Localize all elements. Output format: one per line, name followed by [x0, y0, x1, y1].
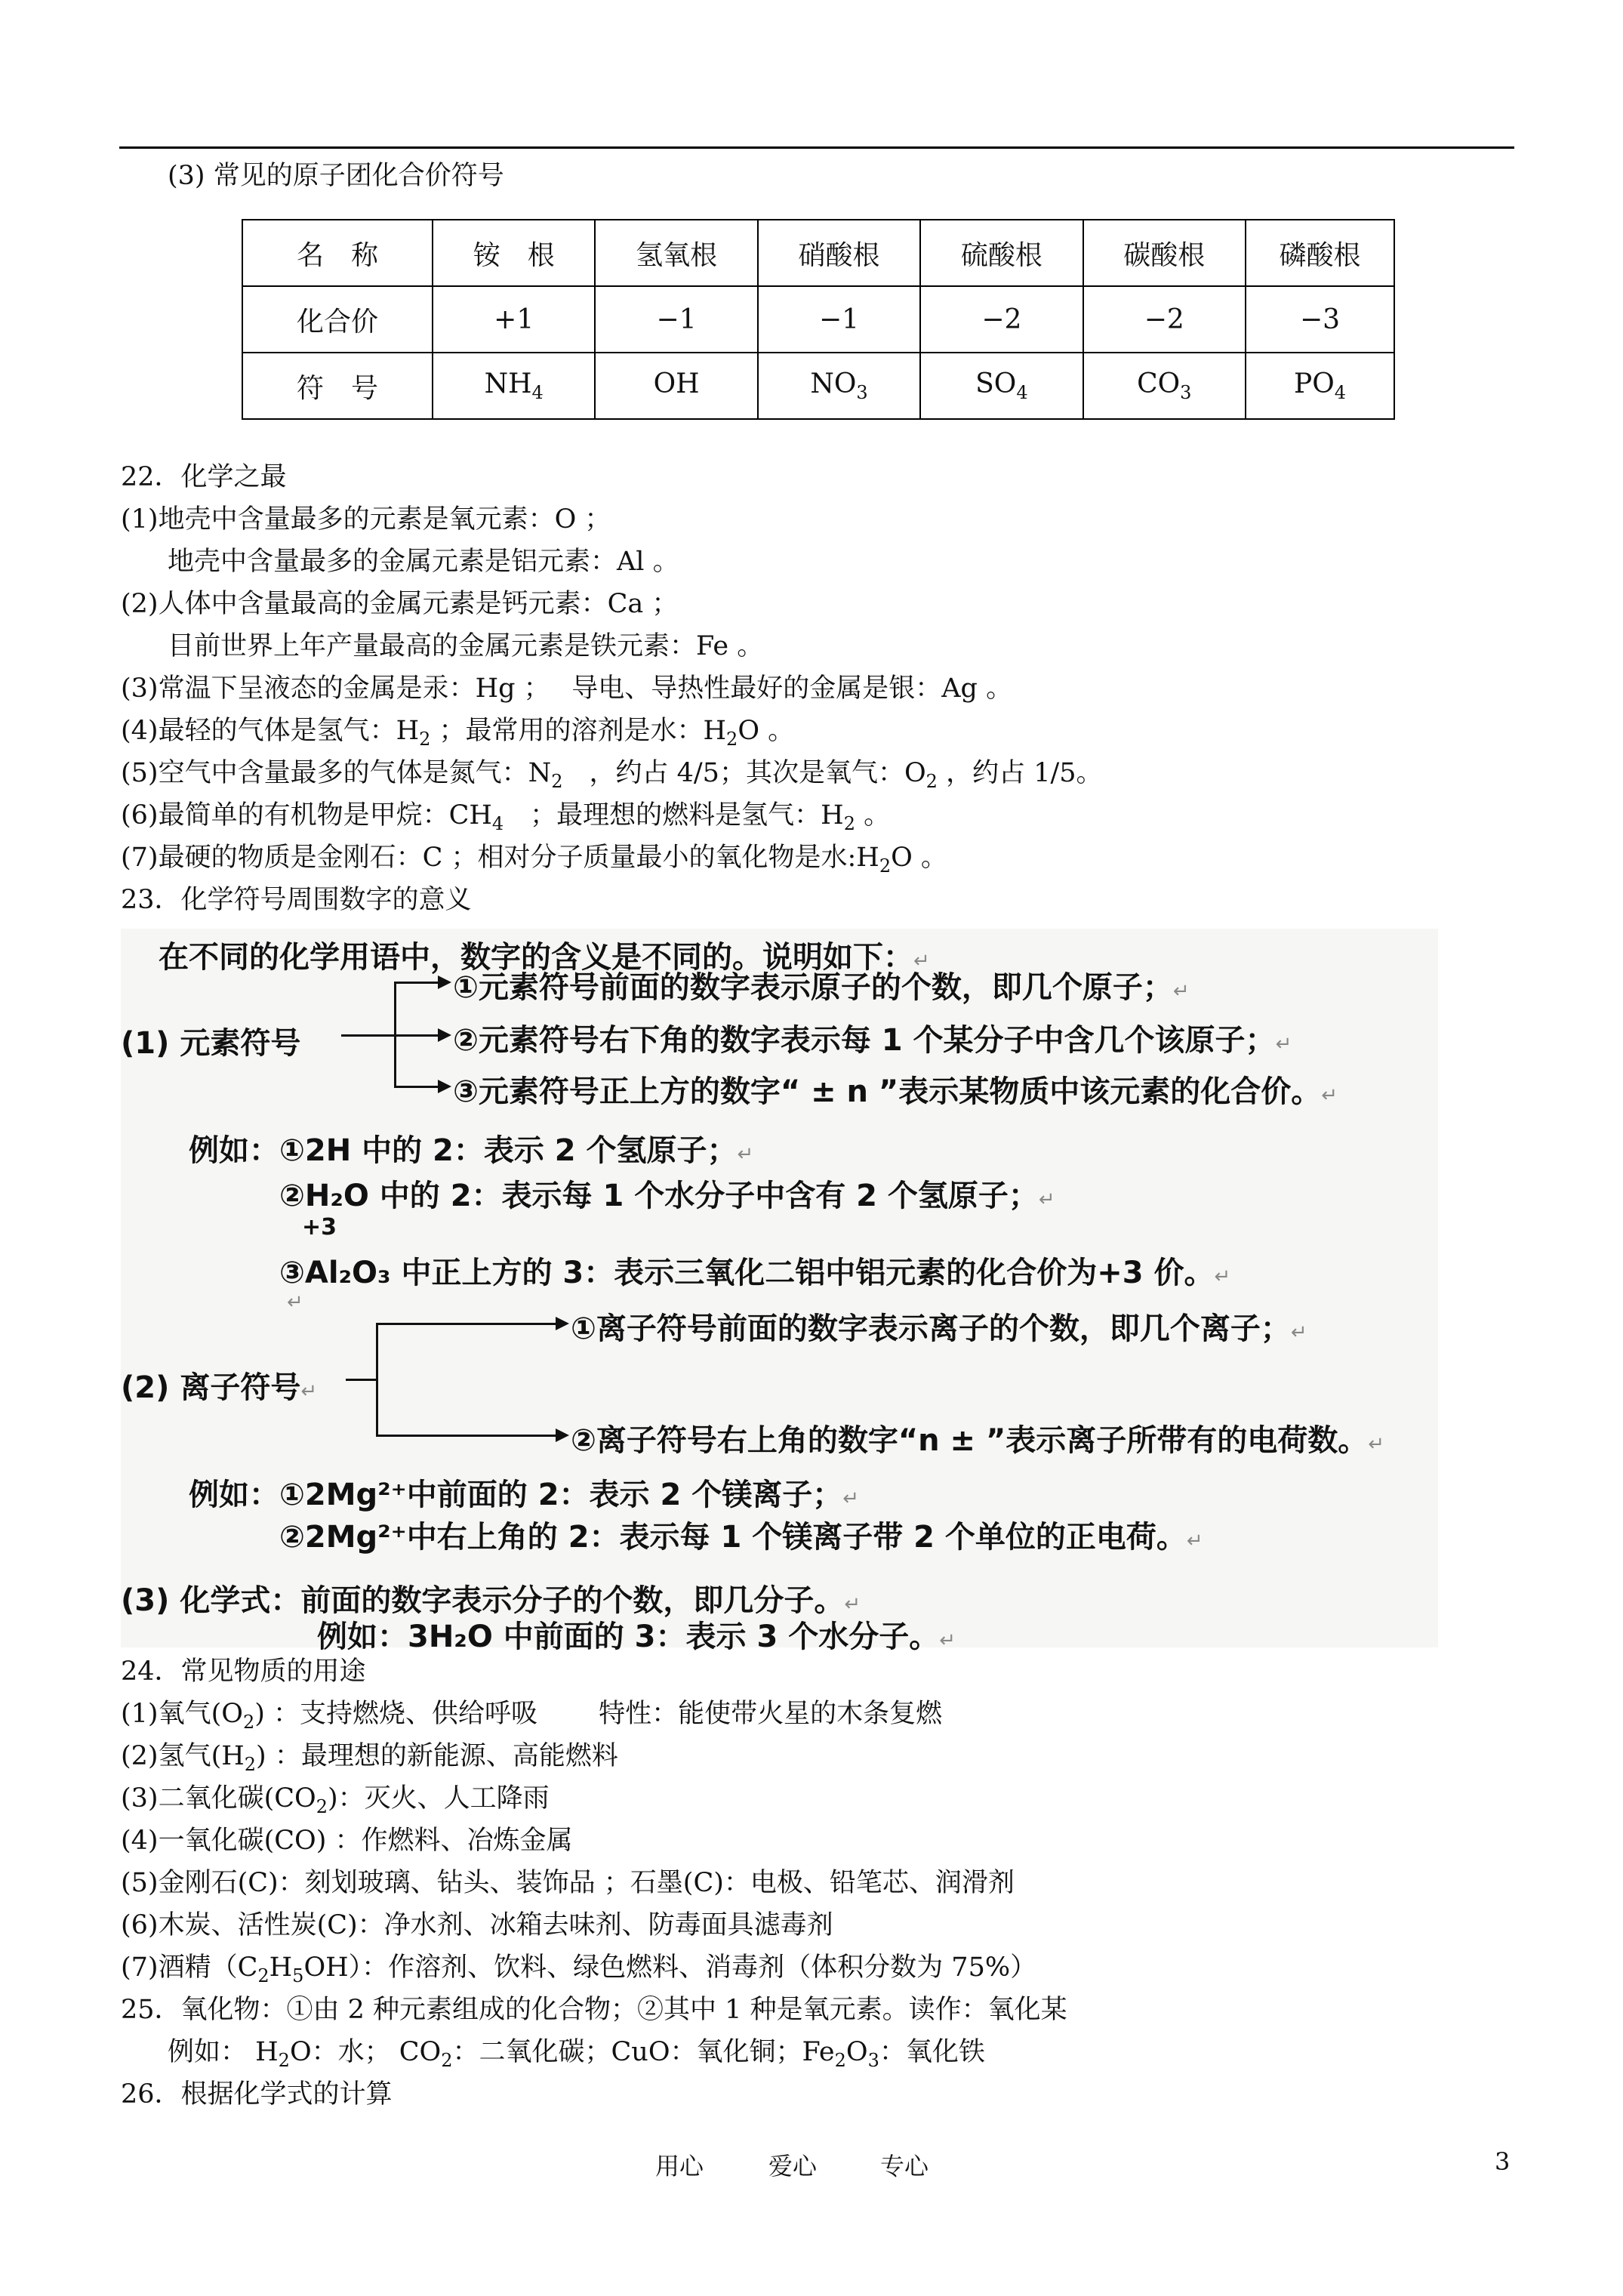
text-line: (6)最简单的有机物是甲烷：$CH_4$ ；最理想的燃料是氢气：$H_2$ 。 — [121, 800, 891, 834]
header-rule — [119, 146, 1514, 149]
text-line: 地壳中含量最多的金属元素是铝元素：Al 。 — [168, 547, 679, 577]
table-row — [242, 286, 1394, 353]
table-cell: $PO_4$ — [1246, 353, 1394, 419]
table-cell: 磷酸根 — [1246, 220, 1394, 286]
bracket-line — [346, 1379, 376, 1381]
text-line: (7)酒精$(C_2H_5OH)$：作溶剂、饮料、绿色燃料、消毒剂（体积分数为 75%） — [121, 1952, 1037, 1986]
text-line: (1)地壳中含量最多的元素是氧元素：O ； — [121, 504, 611, 535]
table-cell: $NO_3$ — [758, 353, 920, 419]
table-cell: −1 — [595, 286, 757, 353]
arrow-icon — [556, 1428, 569, 1442]
text-line: 目前世界上年产量最高的金属元素是铁元素：Fe 。 — [168, 631, 764, 661]
arrow-icon — [438, 1080, 451, 1093]
text-line: (3)常温下呈液态的金属是汞：Hg ； 导电、导热性最好的金属是银：Ag 。 — [121, 673, 1013, 704]
return-mark: ↵ — [287, 1291, 303, 1314]
text-line: (4)一氧化碳(CO) ：作燃料、冶炼金属 — [121, 1826, 573, 1856]
bracket-line — [341, 1034, 394, 1037]
table-cell: −2 — [920, 286, 1083, 353]
bracket-line — [376, 1323, 378, 1436]
footer-text: 专心 — [880, 2152, 929, 2180]
table-cell: $NH_4$ — [433, 353, 595, 419]
text-line: (5)空气中含量最多的气体是氮气：$N_2$ ，约占 4/5；其次是氧气：$O_2$ ，约占 1/5。 — [121, 758, 1103, 792]
table-cell: $CO_3$ — [1083, 353, 1246, 419]
example-text: ①2Mg²⁺中前面的 2：表示 2 个镁离子；↵ — [279, 1478, 860, 1512]
text-line: (6)木炭、活性炭(C)：净水剂、冰箱去味剂、防毒面具滤毒剂 — [121, 1910, 833, 1940]
text-line: (2)人体中含量最高的金属元素是钙元素：Ca ； — [121, 589, 679, 619]
text-line: (7)最硬的物质是金刚石：C ；相对分子质量最小的氧化物是水$:H_2O$ 。 — [121, 843, 947, 877]
category-formula: (3) 化学式：前面的数字表示分子的个数，即几分子。↵ — [121, 1583, 861, 1618]
bracket-line — [394, 1086, 439, 1088]
number-meaning-figure — [121, 929, 1438, 1654]
bracket-line — [376, 1323, 557, 1325]
table-cell: 碳酸根 — [1083, 220, 1246, 286]
heading-22: 22．化学之最 — [121, 462, 287, 492]
example-text: ②2Mg²⁺中右上角的 2：表示每 1 个镁离子带 2 个单位的正电荷。↵ — [279, 1520, 1203, 1555]
text-line: (3)二氧化碳$(CO_2)$：灭火、人工降雨 — [121, 1783, 550, 1817]
arrow-icon — [438, 975, 451, 989]
rule-text: ③元素符号正上方的数字“ ± n ”表示某物质中该元素的化合价。↵ — [453, 1074, 1338, 1109]
example-label: 例如： — [189, 1133, 279, 1168]
footer-text: 用心 — [655, 2152, 704, 2180]
bracket-line — [376, 1435, 557, 1437]
table-cell: 氢氧根 — [595, 220, 757, 286]
section-title: (3) 常见的原子团化合价符号 — [168, 161, 504, 191]
figure-intro: 在不同的化学用语中，数字的含义是不同的。说明如下：↵ — [159, 940, 930, 975]
text-line: (2)氢气$(H_2)$ ：最理想的新能源、高能燃料 — [121, 1741, 618, 1775]
table-cell: $SO_4$ — [920, 353, 1083, 419]
table-row — [242, 353, 1394, 419]
text-line: 例如： $H_2O$：水； $CO_2$：二氧化碳；CuO：氧化铜；$Fe_2O_3$：氧化铁 — [168, 2037, 985, 2071]
table-cell: −2 — [1083, 286, 1246, 353]
table-cell: −3 — [1246, 286, 1394, 353]
heading-24: 24．常见物质的用途 — [121, 1657, 366, 1687]
footer-text: 爱心 — [768, 2152, 818, 2180]
table-cell: 硫酸根 — [920, 220, 1083, 286]
table-cell: OH — [595, 353, 757, 419]
valence-mark: +3 — [302, 1214, 337, 1240]
radical-valence-table — [242, 219, 1395, 420]
bracket-line — [394, 1034, 439, 1037]
text-line: (5)金刚石(C)：刻划玻璃、钻头、装饰品 ；石墨(C)：电极、铅笔芯、润滑剂 — [121, 1868, 1015, 1898]
text-line: (1)氧气$(O_2)$ ：支持燃烧、供给呼吸 特性：能使带火星的木条复燃 — [121, 1699, 943, 1733]
row-label: 名 称 — [242, 220, 433, 286]
page-number: 3 — [1495, 2147, 1511, 2176]
table-cell: 铵 根 — [433, 220, 595, 286]
example-text: 例如：3H₂O 中前面的 3：表示 3 个水分子。↵ — [317, 1620, 956, 1654]
rule-text: ①元素符号前面的数字表示原子的个数，即几个原子；↵ — [453, 970, 1190, 1005]
row-label: 符 号 — [242, 353, 433, 419]
example-text: ③Al₂O₃ 中正上方的 3：表示三氧化二铝中铝元素的化合价为+3 价。↵ — [279, 1256, 1231, 1290]
arrow-icon — [556, 1317, 569, 1330]
category-ion-symbol: (2) 离子符号↵ — [121, 1370, 318, 1405]
rule-text: ②元素符号右下角的数字表示每 1 个某分子中含几个该原子；↵ — [453, 1023, 1292, 1058]
example-text: ②H₂O 中的 2：表示每 1 个水分子中含有 2 个氢原子；↵ — [279, 1179, 1055, 1213]
text-line: (4)最轻的气体是氢气：$H_2$ ；最常用的溶剂是水：$H_2O$ 。 — [121, 716, 795, 750]
table-cell: +1 — [433, 286, 595, 353]
heading-23: 23．化学符号周围数字的意义 — [121, 885, 472, 915]
text-line: 25．氧化物：①由 2 种元素组成的化合物；②其中 1 种是氧元素。读作：氧化某 — [121, 1995, 1067, 2025]
table-cell: 硝酸根 — [758, 220, 920, 286]
rule-text: ②离子符号右上角的数字“n ± ”表示离子所带有的电荷数。↵ — [571, 1423, 1385, 1458]
row-label: 化合价 — [242, 286, 433, 353]
example-label: 例如： — [189, 1478, 279, 1512]
heading-26: 26．根据化学式的计算 — [121, 2079, 393, 2110]
example-text: ①2H 中的 2：表示 2 个氢原子；↵ — [279, 1133, 754, 1168]
category-element-symbol: (1) 元素符号 — [121, 1026, 301, 1061]
rule-text: ①离子符号前面的数字表示离子的个数，即几个离子；↵ — [571, 1311, 1307, 1346]
table-row — [242, 220, 1394, 286]
bracket-line — [394, 982, 439, 984]
table-cell: −1 — [758, 286, 920, 353]
arrow-icon — [438, 1028, 451, 1042]
